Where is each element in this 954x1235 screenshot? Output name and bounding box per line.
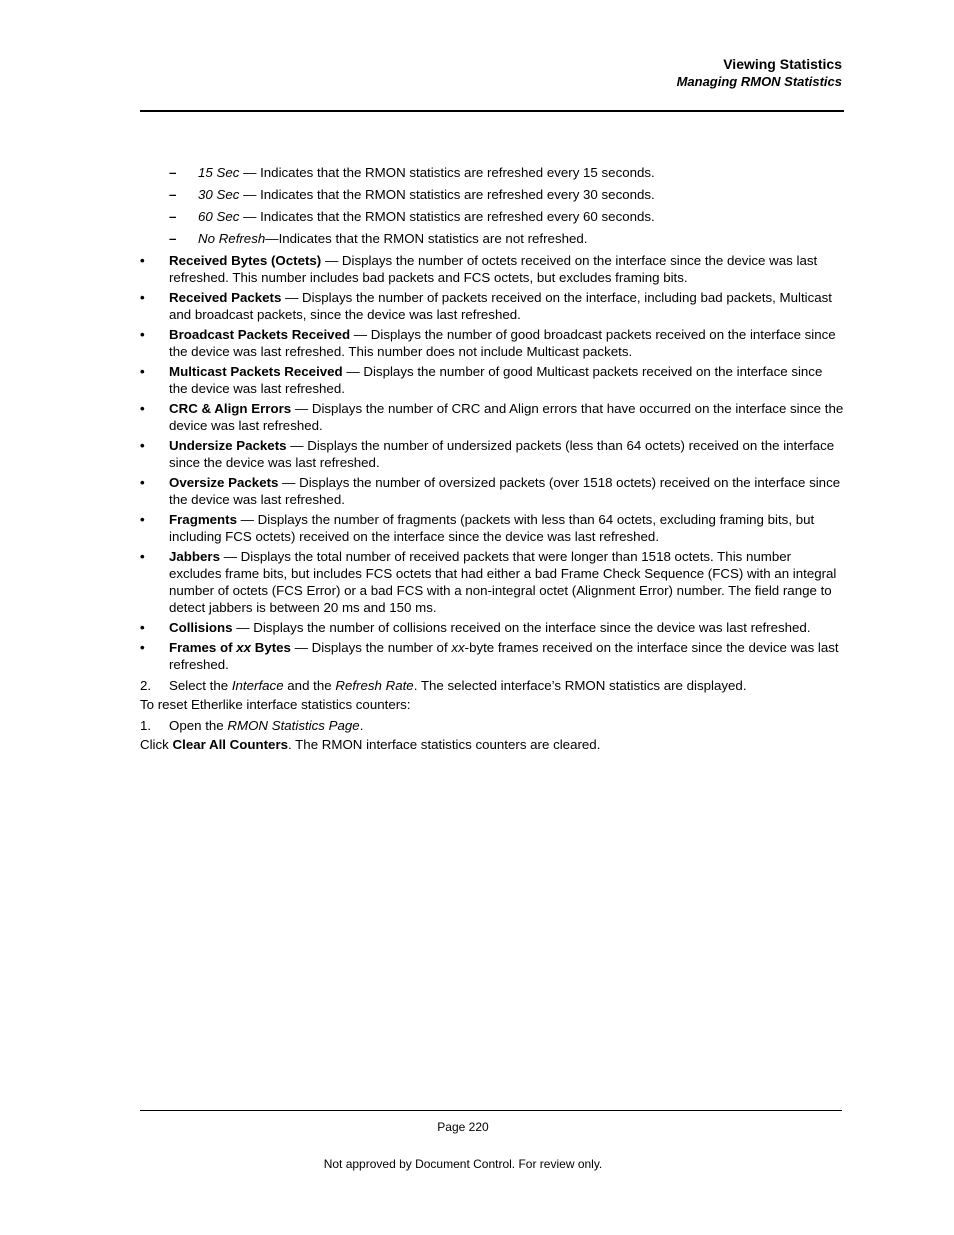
list-item [140, 208, 844, 225]
option-desc: — Indicates that the RMON statistics are refreshed every 15 seconds. [239, 165, 655, 180]
field-desc: — Displays the number of packets received on the interface, including bad packets, Multicast and broadcast packets, since the device was last refreshed. [169, 290, 833, 322]
bullet-marker: • [140, 290, 145, 305]
field-term: Frames of xx Bytes [169, 640, 291, 655]
field-desc: — Displays the number of good broadcast packets received on the interface since the device was last refreshed. This number does not include Multicast packets. [169, 327, 836, 359]
list-item [140, 363, 844, 397]
list-item [140, 548, 844, 616]
step-select-interface: 2. Select the Interface and the Refresh Rate. The selected interface’s RMON statistics are displayed. [140, 678, 747, 693]
list-item [140, 437, 844, 471]
list-item [140, 474, 844, 508]
list-item [140, 230, 844, 247]
footer-rule [140, 1110, 842, 1111]
click-clear-instruction: Click Clear All Counters. The RMON interface statistics counters are cleared. [140, 737, 601, 752]
field-term: Fragments [169, 512, 237, 527]
dash-marker: – [169, 165, 177, 180]
step-number: 2. [140, 678, 152, 693]
field-term: Undersize Packets [169, 438, 287, 453]
list-item [140, 400, 844, 434]
field-desc: — Displays the number of fragments (packets with less than 64 octets, excluding framing bits, but including FCS octets) received on the interface since the device was last refreshed. [169, 512, 815, 544]
list-item [140, 164, 844, 181]
bullet-marker: • [140, 364, 145, 379]
dash-marker: – [169, 187, 177, 202]
ui-term-refresh-rate: Refresh Rate [335, 678, 414, 693]
field-term: Received Bytes (Octets) [169, 253, 322, 268]
field-desc: — Displays the number of octets received on the interface since the device was last refreshed. This number includes bad packets and FCS octets, but excludes framing bits. [169, 253, 818, 285]
list-item [140, 619, 844, 636]
statistics-fields-list [140, 252, 844, 673]
bullet-marker: • [140, 549, 145, 564]
bullet-marker: • [140, 438, 145, 453]
ui-term-clear-all-counters: Clear All Counters [172, 737, 289, 752]
running-header [677, 55, 842, 90]
page-body [140, 164, 844, 753]
bullet-marker: • [140, 401, 145, 416]
option-desc: — Indicates that the RMON statistics are refreshed every 30 seconds. [239, 187, 655, 202]
field-term: Jabbers [169, 549, 220, 564]
refresh-options-list [140, 164, 844, 247]
bullet-marker: • [140, 253, 145, 268]
field-term: Broadcast Packets Received [169, 327, 351, 342]
option-desc: — Indicates that the RMON statistics are refreshed every 60 seconds. [239, 209, 655, 224]
list-item [140, 289, 844, 323]
bullet-marker: • [140, 512, 145, 527]
option-desc: —Indicates that the RMON statistics are not refreshed. [265, 231, 588, 246]
field-desc: — Displays the total number of received packets that were longer than 1518 octets. This number excludes frame bits, but includes FCS octets that had either a bad Frame Check Sequence (FCS) with an integral number of octets (FCS Error) or a bad FCS with a non-integral octet (Alignment Error) number. The field range to detect jabbers is between 20 ms and 150 ms. [169, 549, 837, 615]
field-desc: — Displays the number of xx-byte frames received on the interface since the device was last refreshed. [169, 640, 839, 672]
header-rule [140, 110, 844, 112]
dash-marker: – [169, 209, 177, 224]
field-desc: — Displays the number of collisions received on the interface since the device was last refreshed. [232, 620, 811, 635]
page-number: Page 220 [437, 1120, 489, 1134]
field-term: Collisions [169, 620, 233, 635]
field-desc: — Displays the number of oversized packets (over 1518 octets) received on the interface since the device was last refreshed. [169, 475, 841, 507]
ui-term-page-name: RMON Statistics Page [227, 718, 360, 733]
list-item [140, 511, 844, 545]
option-name: 15 Sec [198, 165, 240, 180]
section-title: Managing RMON Statistics [676, 74, 842, 89]
bullet-marker: • [140, 327, 145, 342]
bullet-marker: • [140, 640, 145, 655]
option-name: 60 Sec [198, 209, 240, 224]
field-term: CRC & Align Errors [169, 401, 292, 416]
field-term: Oversize Packets [169, 475, 279, 490]
option-name: 30 Sec [198, 187, 240, 202]
list-item [140, 252, 844, 286]
field-term: Received Packets [169, 290, 282, 305]
step-number: 1. [140, 718, 152, 733]
list-item [140, 639, 844, 673]
ui-term-interface: Interface [231, 678, 284, 693]
field-desc: — Displays the number of good Multicast packets received on the interface since the device was last refreshed. [169, 364, 823, 396]
reset-intro: To reset Etherlike interface statistics counters: [140, 697, 411, 712]
chapter-title: Viewing Statistics [723, 56, 842, 72]
bullet-marker: • [140, 620, 145, 635]
step-open-page: 1. Open the RMON Statistics Page. [140, 718, 364, 733]
dash-marker: – [169, 231, 177, 246]
bullet-marker: • [140, 475, 145, 490]
review-note: Not approved by Document Control. For review only. [323, 1157, 603, 1171]
option-name: No Refresh [198, 231, 266, 246]
field-term: Multicast Packets Received [169, 364, 343, 379]
list-item [140, 186, 844, 203]
field-desc: — Displays the number of CRC and Align errors that have occurred on the interface since the device was last refreshed. [169, 401, 844, 433]
field-desc: — Displays the number of undersized packets (less than 64 octets) received on the interface since the device was last refreshed. [169, 438, 835, 470]
list-item [140, 326, 844, 360]
